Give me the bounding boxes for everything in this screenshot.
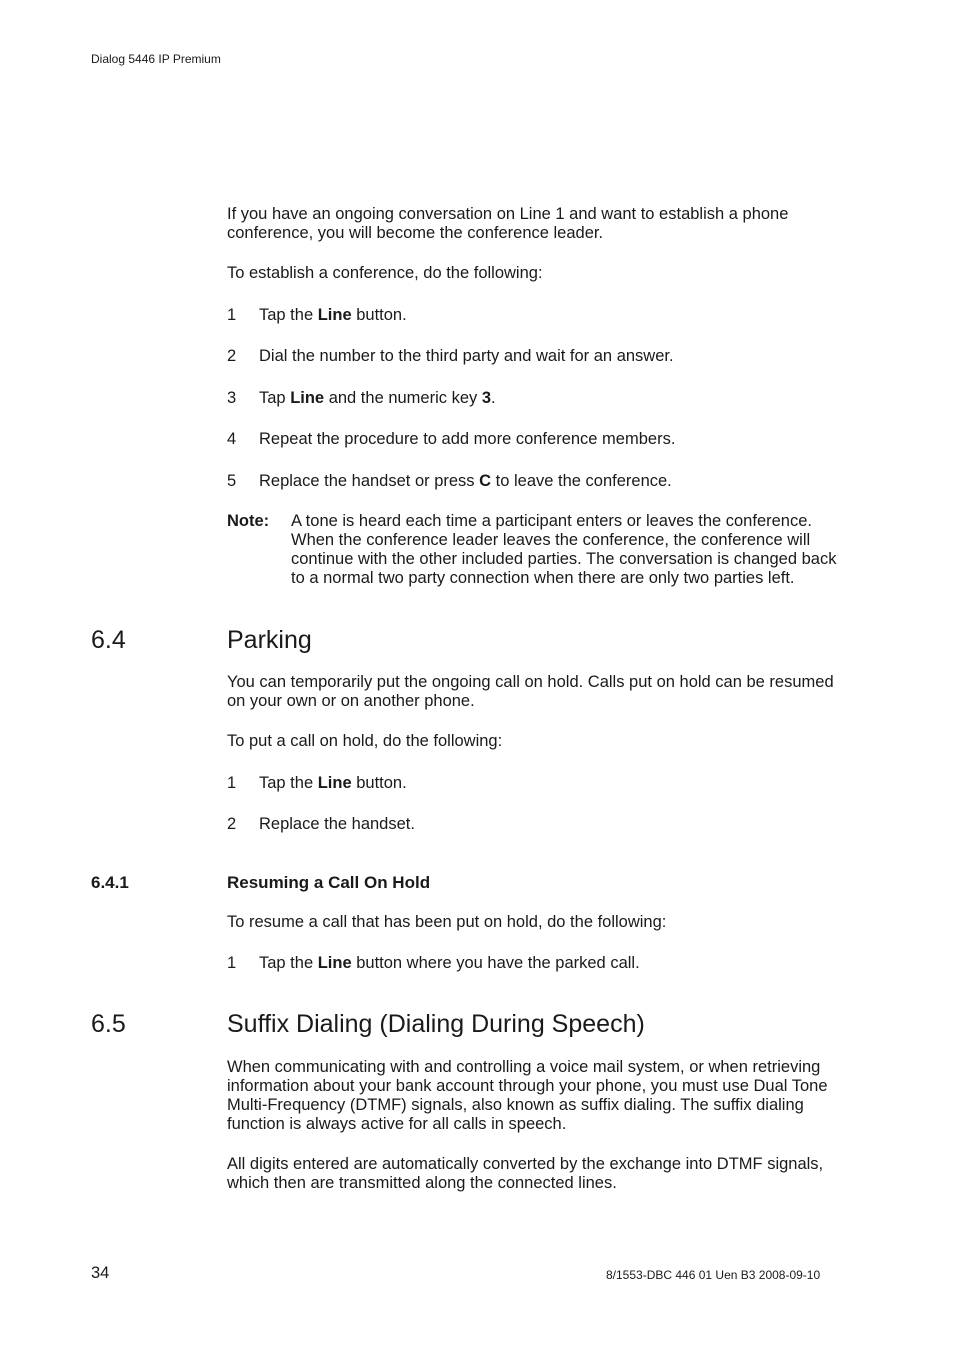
resuming-lead: To resume a call that has been put on hold, do the following:	[227, 913, 667, 931]
subsection-title-resuming: Resuming a Call On Hold	[227, 873, 431, 892]
conference-lead: To establish a conference, do the following:	[227, 264, 543, 282]
conference-step-3: 3 Tap Line and the numeric key 3.	[227, 389, 496, 407]
section-title-suffix: Suffix Dialing (Dialing During Speech)	[227, 1010, 645, 1038]
subsection-number-resuming: 6.4.1	[91, 873, 129, 892]
page-number: 34	[91, 1264, 110, 1282]
running-header: Dialog 5446 IP Premium	[91, 52, 221, 66]
section-number-suffix: 6.5	[91, 1010, 126, 1038]
parking-lead: To put a call on hold, do the following:	[227, 732, 503, 750]
document-reference: 8/1553-DBC 446 01 Uen B3 2008-09-10	[606, 1268, 821, 1282]
parking-step-2: 2 Replace the handset.	[227, 815, 415, 833]
parking-intro: You can temporarily put the ongoing call on hold. Calls put on hold can be resumed on your own or on another phone.	[227, 673, 834, 710]
conference-step-4: 4 Repeat the procedure to add more conference members.	[227, 430, 676, 448]
conference-step-2: 2 Dial the number to the third party and wait for an answer.	[227, 347, 674, 365]
suffix-para-1: When communicating with and controlling a voice mail system, or when retrieving information about your bank account through your phone, you must use Dual Tone Multi-Frequency (DTMF) signals, also known as suffix dialing. The suffix dialing function is always active for all calls in speech.	[227, 1058, 828, 1133]
conference-step-5: 5 Replace the handset or press C to leave the conference.	[227, 472, 672, 490]
note-text: A tone is heard each time a participant enters or leaves the conference. When the conference leader leaves the conference, the conference will continue with the other included parties. The conversation is changed back to a normal two party connection when there are only two parties left.	[291, 512, 837, 587]
suffix-para-2: All digits entered are automatically converted by the exchange into DTMF signals, which then are transmitted along the connected lines.	[227, 1155, 824, 1192]
section-number-parking: 6.4	[91, 626, 126, 654]
parking-step-1: 1 Tap the Line button.	[227, 774, 407, 792]
resuming-step-1: 1 Tap the Line button where you have the parked call.	[227, 954, 640, 972]
section-title-parking: Parking	[227, 626, 312, 654]
conference-step-1: 1 Tap the Line button.	[227, 306, 407, 324]
note-label: Note:	[227, 512, 270, 530]
conference-intro: If you have an ongoing conversation on Line 1 and want to establish a phone conference, you will become the conference leader.	[227, 205, 789, 242]
